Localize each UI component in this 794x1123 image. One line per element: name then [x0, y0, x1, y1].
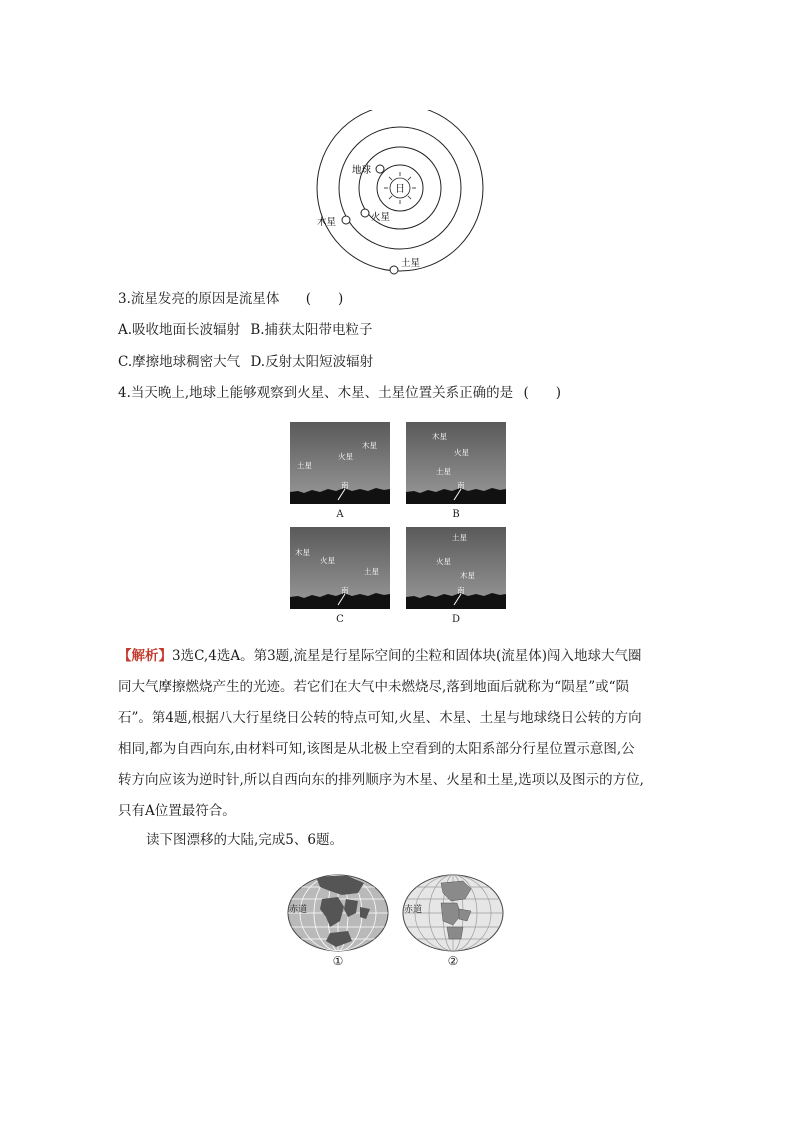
jupiter-label: 木星 [432, 432, 447, 441]
mars-label: 火星 [454, 448, 469, 457]
q3-option-d: D.反射太阳短波辐射 [250, 354, 374, 370]
panel-b-caption: B [452, 509, 460, 520]
saturn-label: 土星 [364, 567, 379, 576]
jupiter-icon [342, 216, 350, 224]
equator-label: 赤道 [289, 905, 308, 915]
sky-panel-d [406, 527, 506, 609]
jupiter-label: 木星 [460, 571, 475, 580]
jupiter-label: 木星 [362, 441, 377, 450]
mars-label: 火星 [371, 212, 391, 223]
south-label: 南 [341, 481, 349, 490]
q3-blank: ( ) [305, 291, 344, 307]
q3-option-b: B.捕获太阳带电粒子 [250, 322, 373, 338]
q3-option-a: A.吸收地面长波辐射 [118, 322, 241, 338]
mars-label: 火星 [320, 556, 335, 565]
panel-c-caption: C [336, 614, 344, 625]
analysis-line-4: 相同,都为自西向东,由材料可知,该图是从北极上空看到的太阳系部分行星位置示意图,公 [118, 741, 635, 757]
saturn-icon [390, 266, 398, 274]
panel-a-caption: A [336, 509, 344, 520]
analysis-tag: 【解析】 [118, 648, 172, 664]
south-label: 南 [341, 586, 349, 595]
globe-1-caption: ① [332, 954, 344, 968]
analysis-line-2: 同大气摩擦燃烧产生的光迹。若它们在大气中未燃烧尽,落到地面后就称为“陨星”或“陨 [118, 679, 629, 695]
q3-stem: 3.流星发亮的原因是流星体 [118, 291, 280, 307]
earth-label: 地球 [352, 165, 372, 176]
orbit-diagram [300, 110, 500, 280]
analysis-line-6: 只有A位置最符合。 [118, 803, 236, 819]
globe-2-caption: ② [447, 954, 459, 968]
south-label: 南 [457, 586, 465, 595]
jupiter-label: 木星 [317, 217, 337, 228]
mars-icon [361, 209, 369, 217]
sky-panel-c [290, 527, 390, 609]
saturn-label: 土星 [297, 461, 312, 470]
jupiter-label: 木星 [295, 548, 310, 557]
sun-label: 日 [395, 184, 405, 195]
q5-6-intro: 读下图漂移的大陆,完成5、6题。 [146, 832, 343, 848]
q3-options-row1 [118, 320, 373, 340]
analysis-line-1: 【解析】3选C,4选A。第3题,流星是行星际空间的尘粒和固体块(流星体)闯入地球大气圈 [118, 648, 642, 664]
equator-label: 赤道 [404, 905, 423, 915]
sky-panel-b [406, 422, 506, 504]
saturn-label: 土星 [452, 533, 467, 542]
earth-icon [376, 165, 384, 173]
analysis-line-5: 转方向应该为逆时针,所以自西向东的排列顺序为木星、火星和土星,选项以及图示的方位, [118, 772, 644, 788]
q4-stem: 4.当天晚上,地球上能够观察到火星、木星、土星位置关系正确的是 [118, 385, 514, 401]
q4-blank: ( ) [523, 385, 562, 401]
analysis-line-3: 石”。第4题,根据八大行星绕日公转的特点可知,火星、木星、土星与地球绕日公转的方向 [118, 710, 642, 726]
mars-label: 火星 [338, 452, 353, 461]
drifting-continents-globe-1 [286, 873, 390, 953]
mars-label: 火星 [436, 557, 451, 566]
sky-panel-a [290, 422, 390, 504]
q4-stem-row [118, 383, 561, 403]
q3-stem-row [118, 289, 343, 309]
saturn-label: 土星 [401, 258, 421, 269]
q3-options-row2 [118, 352, 373, 372]
drifting-continents-globe-2 [401, 873, 505, 953]
analysis-block [118, 641, 678, 827]
saturn-label: 土星 [436, 467, 451, 476]
q3-option-c: C.摩擦地球稠密大气 [118, 354, 241, 370]
panel-d-caption: D [451, 614, 461, 625]
south-label: 南 [457, 481, 465, 490]
